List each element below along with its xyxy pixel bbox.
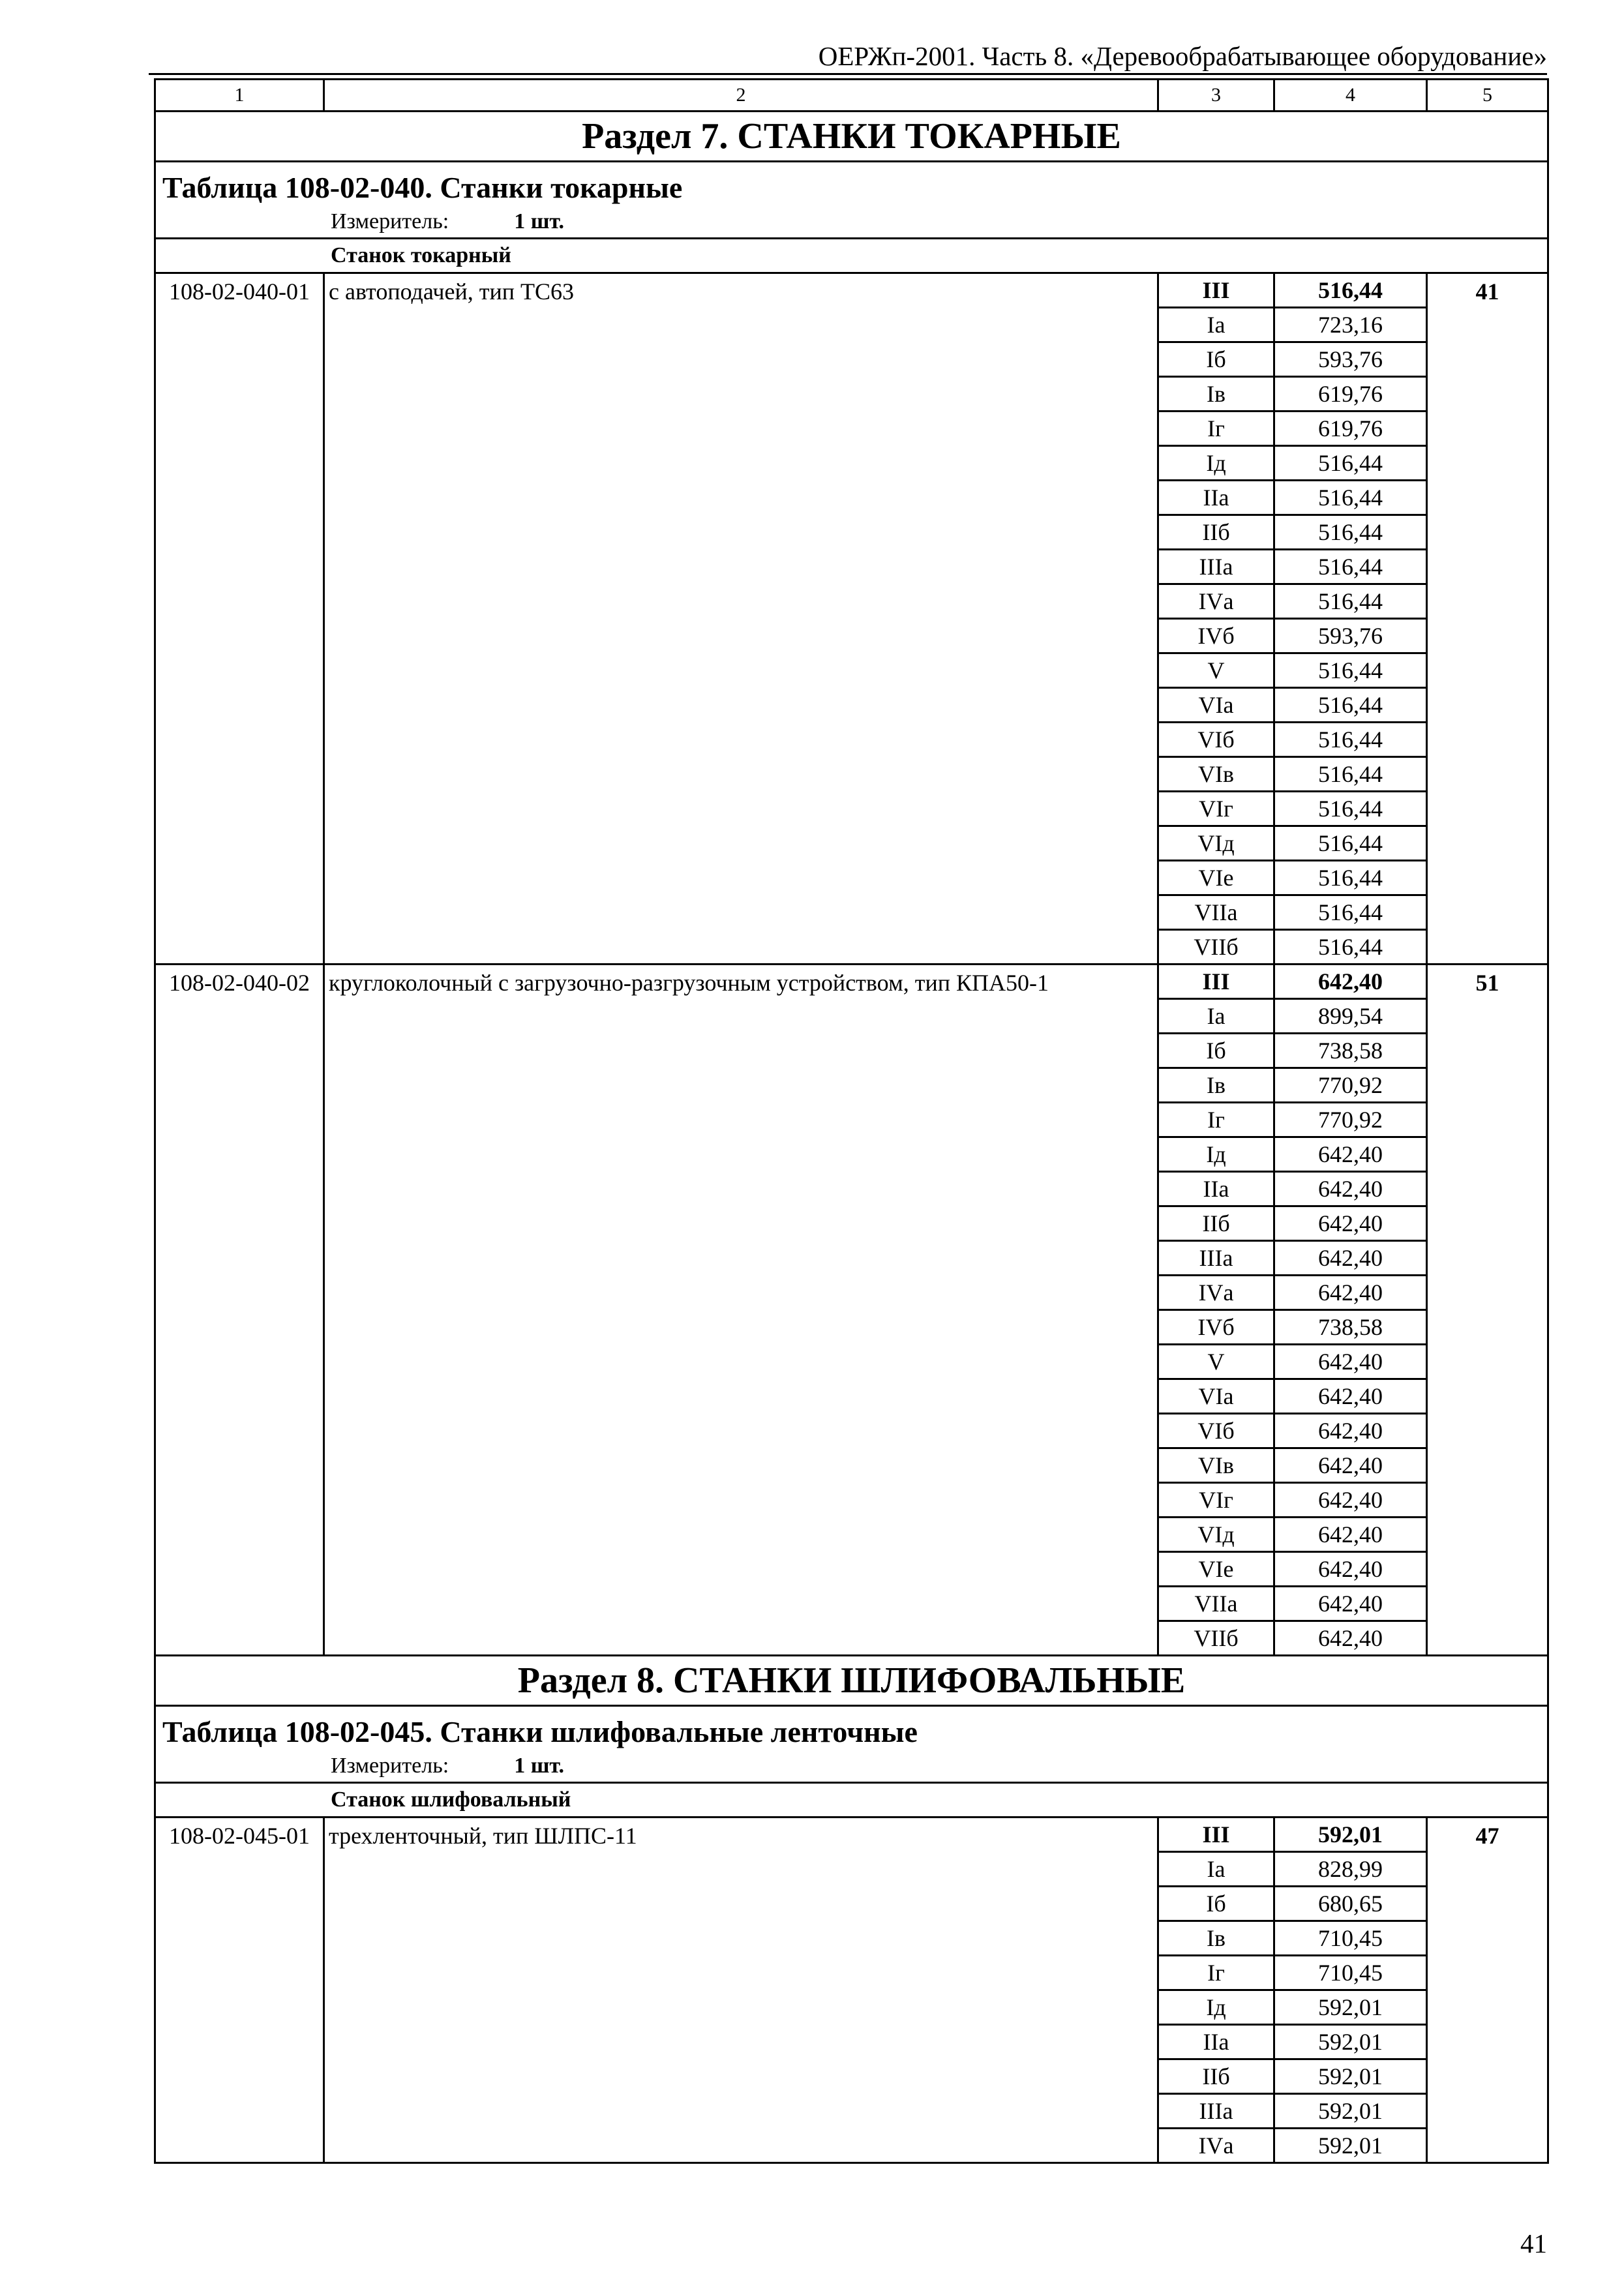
group-row [155,1783,1548,1818]
price-value: 516,44 [1274,895,1427,930]
price-value: 710,45 [1274,1956,1427,1990]
price-value: 592,01 [1274,2094,1427,2129]
price-value: 642,40 [1274,965,1427,999]
section-row [155,1656,1548,1706]
region-code: Iа [1158,999,1274,1034]
region-code: IVа [1158,2129,1274,2163]
region-code: IIа [1158,2025,1274,2059]
price-value: 516,44 [1274,446,1427,481]
region-code: VIд [1158,1518,1274,1552]
price-value: 642,40 [1274,1137,1427,1172]
column-number: 5 [1427,80,1548,112]
price-value: 593,76 [1274,619,1427,653]
price-value: 619,76 [1274,377,1427,411]
table-title-cell [155,1706,1548,1783]
price-value: 516,44 [1274,688,1427,723]
price-value: 592,01 [1274,1990,1427,2025]
price-row [155,1818,1548,1852]
region-code: Iд [1158,1137,1274,1172]
region-code: Iа [1158,1852,1274,1887]
region-code: V [1158,653,1274,688]
page-number: 41 [1520,2228,1547,2258]
region-code: IIб [1158,515,1274,550]
section-row [155,112,1548,162]
region-code: V [1158,1345,1274,1379]
region-code: Iа [1158,308,1274,342]
price-value: 642,40 [1274,1518,1427,1552]
price-value: 592,01 [1274,2025,1427,2059]
column-number-row [155,80,1548,112]
region-code: VIа [1158,1379,1274,1414]
header-rule [149,73,1547,75]
region-code: IIIа [1158,1241,1274,1276]
region-code: Iг [1158,1103,1274,1137]
price-value: 516,44 [1274,481,1427,515]
region-code: III [1158,1818,1274,1852]
column-number: 4 [1274,80,1427,112]
region-code: Iд [1158,446,1274,481]
region-code: VIд [1158,826,1274,861]
region-code: IVб [1158,619,1274,653]
labor-hours: 51 [1427,965,1548,1656]
measure-unit [156,1751,1547,1781]
region-code: VIе [1158,1552,1274,1587]
measure-label: Измеритель: [331,1754,449,1778]
region-code: IVа [1158,584,1274,619]
region-code: Iв [1158,1068,1274,1103]
price-value: 642,40 [1274,1172,1427,1206]
region-code: IIIа [1158,2094,1274,2129]
region-code: IIб [1158,1206,1274,1241]
price-value: 592,01 [1274,2059,1427,2094]
region-code: VIIа [1158,1587,1274,1621]
price-value: 738,58 [1274,1310,1427,1345]
price-value: 592,01 [1274,1818,1427,1852]
price-value: 642,40 [1274,1621,1427,1656]
region-code: IIб [1158,2059,1274,2094]
group-title: Станок шлифовальный [155,1783,1548,1818]
labor-hours: 41 [1427,273,1548,965]
measure-unit [156,207,1547,237]
price-row [155,273,1548,308]
table-title-cell [155,162,1548,239]
price-value: 738,58 [1274,1034,1427,1068]
region-code: IIа [1158,481,1274,515]
region-code: IVб [1158,1310,1274,1345]
price-value: 642,40 [1274,1206,1427,1241]
price-table [154,78,1549,2164]
price-value: 516,44 [1274,584,1427,619]
price-value: 828,99 [1274,1852,1427,1887]
region-code: VIг [1158,792,1274,826]
region-code: Iб [1158,1034,1274,1068]
region-code: III [1158,273,1274,308]
price-value: 642,40 [1274,1552,1427,1587]
item-description: трехленточный, тип ШЛПС-11 [324,1818,1158,2163]
item-code: 108-02-040-01 [155,273,324,965]
price-value: 516,44 [1274,826,1427,861]
price-value: 516,44 [1274,723,1427,757]
price-value: 770,92 [1274,1103,1427,1137]
region-code: IVа [1158,1276,1274,1310]
price-value: 516,44 [1274,550,1427,584]
measure-label: Измеритель: [331,209,449,233]
column-number: 1 [155,80,324,112]
region-code: VIа [1158,688,1274,723]
table-title: Таблица 108-02-045. Станки шлифовальные ленточные [162,1715,918,1748]
group-title: Станок токарный [155,239,1548,273]
price-value: 593,76 [1274,342,1427,377]
price-value: 516,44 [1274,930,1427,965]
price-value: 516,44 [1274,515,1427,550]
price-value: 899,54 [1274,999,1427,1034]
price-value: 642,40 [1274,1414,1427,1448]
price-value: 516,44 [1274,653,1427,688]
document-header: ОЕРЖп-2001. Часть 8. «Деревообрабатывающее оборудование» [818,41,1547,71]
region-code: VIе [1158,861,1274,895]
price-value: 642,40 [1274,1448,1427,1483]
region-code: VIв [1158,1448,1274,1483]
price-value: 723,16 [1274,308,1427,342]
region-code: VIв [1158,757,1274,792]
price-value: 642,40 [1274,1241,1427,1276]
region-code: Iв [1158,1921,1274,1956]
region-code: VIг [1158,1483,1274,1518]
price-value: 642,40 [1274,1345,1427,1379]
column-number: 3 [1158,80,1274,112]
table-title-row [155,1706,1548,1783]
price-value: 642,40 [1274,1483,1427,1518]
item-description: с автоподачей, тип ТС63 [324,273,1158,965]
price-value: 642,40 [1274,1379,1427,1414]
region-code: VIIб [1158,1621,1274,1656]
price-value: 770,92 [1274,1068,1427,1103]
region-code: IIа [1158,1172,1274,1206]
region-code: Iв [1158,377,1274,411]
price-value: 642,40 [1274,1276,1427,1310]
region-code: III [1158,965,1274,999]
item-code: 108-02-040-02 [155,965,324,1656]
region-code: IIIа [1158,550,1274,584]
measure-value: 1 шт. [514,1754,565,1778]
region-code: VIб [1158,723,1274,757]
item-code: 108-02-045-01 [155,1818,324,2163]
region-code: VIб [1158,1414,1274,1448]
price-value: 592,01 [1274,2129,1427,2163]
region-code: Iд [1158,1990,1274,2025]
column-number: 2 [324,80,1158,112]
price-value: 516,44 [1274,757,1427,792]
region-code: Iб [1158,342,1274,377]
region-code: VIIб [1158,930,1274,965]
labor-hours: 47 [1427,1818,1548,2163]
section-title: Раздел 7. СТАНКИ ТОКАРНЫЕ [155,112,1548,162]
region-code: Iг [1158,411,1274,446]
table-title: Таблица 108-02-040. Станки токарные [162,171,683,204]
price-row [155,965,1548,999]
price-value: 516,44 [1274,792,1427,826]
price-value: 516,44 [1274,273,1427,308]
item-description: круглоколочный с загрузочно-разгрузочным устройством, тип КПА50-1 [324,965,1158,1656]
region-code: VIIа [1158,895,1274,930]
price-value: 710,45 [1274,1921,1427,1956]
section-title: Раздел 8. СТАНКИ ШЛИФОВАЛЬНЫЕ [155,1656,1548,1706]
region-code: Iб [1158,1887,1274,1921]
price-value: 642,40 [1274,1587,1427,1621]
group-row [155,239,1548,273]
price-value: 516,44 [1274,861,1427,895]
measure-value: 1 шт. [514,209,565,233]
price-value: 619,76 [1274,411,1427,446]
region-code: Iг [1158,1956,1274,1990]
table-title-row [155,162,1548,239]
price-value: 680,65 [1274,1887,1427,1921]
